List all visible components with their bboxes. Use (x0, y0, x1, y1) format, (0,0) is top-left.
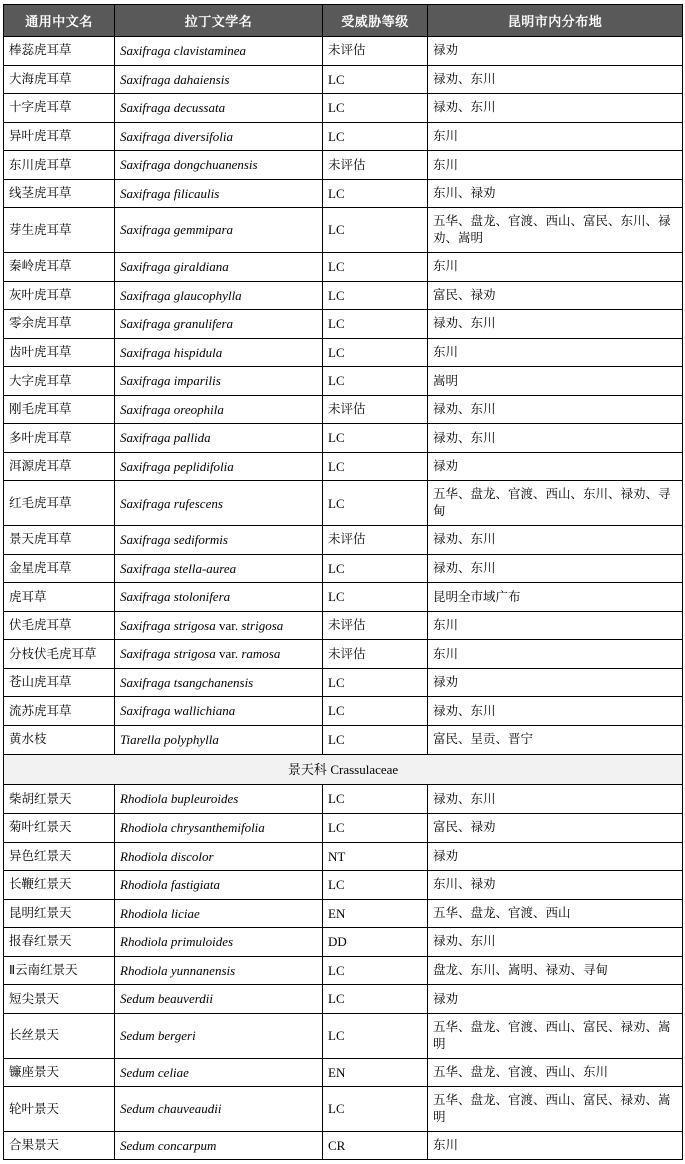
cell-distribution: 禄劝、东川 (428, 424, 683, 453)
cell-distribution: 东川 (428, 151, 683, 180)
family-heading-row (4, 754, 683, 785)
table-row (4, 1087, 683, 1132)
cell-chinese-name: 零余虎耳草 (4, 310, 115, 339)
cell-chinese-name: 大字虎耳草 (4, 367, 115, 396)
table-row (4, 281, 683, 310)
cell-latin-name: Saxifraga imparilis (115, 367, 323, 396)
cell-latin-name: Saxifraga pallida (115, 424, 323, 453)
cell-latin-name: Saxifraga hispidula (115, 338, 323, 367)
cell-threat-level: LC (323, 281, 428, 310)
cell-threat-level: LC (323, 1087, 428, 1132)
cell-chinese-name: Ⅱ云南红景天 (4, 956, 115, 985)
column-header-threat-level: 受威胁等级 (323, 5, 428, 37)
cell-threat-level: LC (323, 1013, 428, 1058)
cell-chinese-name: 线茎虎耳草 (4, 179, 115, 208)
cell-distribution: 富民、呈贡、晋宁 (428, 725, 683, 754)
cell-latin-name: Rhodiola discolor (115, 842, 323, 871)
cell-latin-name: Saxifraga peplidifolia (115, 452, 323, 481)
cell-distribution: 东川 (428, 640, 683, 669)
cell-threat-level: LC (323, 554, 428, 583)
cell-chinese-name: 洱源虎耳草 (4, 452, 115, 481)
cell-distribution: 富民、禄劝 (428, 813, 683, 842)
cell-latin-name: Sedum chauveaudii (115, 1087, 323, 1132)
table-row (4, 122, 683, 151)
cell-threat-level: 未评估 (323, 640, 428, 669)
cell-chinese-name: 东川虎耳草 (4, 151, 115, 180)
cell-chinese-name: 齿叶虎耳草 (4, 338, 115, 367)
cell-chinese-name: 菊叶红景天 (4, 813, 115, 842)
cell-chinese-name: 轮叶景天 (4, 1087, 115, 1132)
cell-latin-name: Sedum celiae (115, 1058, 323, 1087)
cell-threat-level: 未评估 (323, 37, 428, 66)
table-row (4, 928, 683, 957)
cell-latin-name: Saxifraga dahaiensis (115, 65, 323, 94)
cell-latin-name: Rhodiola chrysanthemifolia (115, 813, 323, 842)
cell-chinese-name: 长鞭红景天 (4, 871, 115, 900)
table-row (4, 611, 683, 640)
cell-threat-level: LC (323, 65, 428, 94)
table-row (4, 481, 683, 526)
cell-chinese-name: 大海虎耳草 (4, 65, 115, 94)
cell-chinese-name: 分枝伏毛虎耳草 (4, 640, 115, 669)
cell-latin-name: Saxifraga sediformis (115, 526, 323, 555)
cell-threat-level: NT (323, 842, 428, 871)
cell-chinese-name: 十字虎耳草 (4, 94, 115, 123)
cell-distribution: 禄劝、东川 (428, 928, 683, 957)
cell-distribution: 五华、盘龙、官渡、西山、东川 (428, 1058, 683, 1087)
cell-threat-level: LC (323, 668, 428, 697)
cell-latin-name: Tiarella polyphylla (115, 725, 323, 754)
species-table (3, 4, 683, 1160)
cell-chinese-name: 景天虎耳草 (4, 526, 115, 555)
cell-latin-name: Saxifraga gemmipara (115, 208, 323, 253)
cell-distribution: 禄劝 (428, 668, 683, 697)
cell-distribution: 东川 (428, 253, 683, 282)
table-row (4, 395, 683, 424)
cell-chinese-name: 柴胡红景天 (4, 785, 115, 814)
table-row (4, 338, 683, 367)
cell-chinese-name: 红毛虎耳草 (4, 481, 115, 526)
cell-latin-name: Saxifraga granulifera (115, 310, 323, 339)
cell-threat-level: DD (323, 928, 428, 957)
cell-chinese-name: 异色红景天 (4, 842, 115, 871)
cell-latin-name: Saxifraga decussata (115, 94, 323, 123)
cell-chinese-name: 黄水枝 (4, 725, 115, 754)
cell-chinese-name: 金星虎耳草 (4, 554, 115, 583)
family-heading-cell (4, 754, 683, 785)
cell-distribution: 东川、禄劝 (428, 871, 683, 900)
table-row (4, 179, 683, 208)
cell-latin-name: Saxifraga filicaulis (115, 179, 323, 208)
cell-threat-level: LC (323, 179, 428, 208)
table-row (4, 640, 683, 669)
table-row (4, 208, 683, 253)
cell-chinese-name: 秦岭虎耳草 (4, 253, 115, 282)
cell-distribution: 禄劝、东川 (428, 554, 683, 583)
table-body (4, 37, 683, 1160)
cell-distribution: 禄劝、东川 (428, 94, 683, 123)
cell-latin-name: Rhodiola liciae (115, 899, 323, 928)
table-row (4, 1013, 683, 1058)
table-row (4, 985, 683, 1014)
cell-threat-level: LC (323, 424, 428, 453)
cell-distribution: 东川 (428, 611, 683, 640)
table-row (4, 151, 683, 180)
cell-chinese-name: 短尖景天 (4, 985, 115, 1014)
cell-latin-name: Saxifraga giraldiana (115, 253, 323, 282)
cell-chinese-name: 长丝景天 (4, 1013, 115, 1058)
cell-chinese-name: 伏毛虎耳草 (4, 611, 115, 640)
cell-chinese-name: 芽生虎耳草 (4, 208, 115, 253)
cell-latin-name: Sedum beauverdii (115, 985, 323, 1014)
table-row (4, 37, 683, 66)
cell-distribution: 禄劝、东川 (428, 65, 683, 94)
table-header (4, 5, 683, 37)
table-row (4, 65, 683, 94)
table-row (4, 813, 683, 842)
cell-distribution: 五华、盘龙、官渡、西山、富民、禄劝、嵩明 (428, 1087, 683, 1132)
table-row (4, 452, 683, 481)
cell-threat-level: LC (323, 697, 428, 726)
table-row (4, 526, 683, 555)
cell-latin-name: Saxifraga oreophila (115, 395, 323, 424)
cell-distribution: 五华、盘龙、官渡、西山、富民、东川、禄劝、嵩明 (428, 208, 683, 253)
cell-threat-level: 未评估 (323, 611, 428, 640)
table-row (4, 697, 683, 726)
cell-threat-level: LC (323, 813, 428, 842)
cell-distribution: 五华、盘龙、官渡、西山、富民、禄劝、嵩明 (428, 1013, 683, 1058)
cell-distribution: 五华、盘龙、官渡、西山 (428, 899, 683, 928)
table-row (4, 310, 683, 339)
cell-latin-name: Saxifraga wallichiana (115, 697, 323, 726)
table-row (4, 842, 683, 871)
cell-chinese-name: 镰座景天 (4, 1058, 115, 1087)
cell-distribution: 禄劝、东川 (428, 395, 683, 424)
cell-threat-level: LC (323, 481, 428, 526)
column-header-distribution: 昆明市内分布地 (428, 5, 683, 37)
cell-distribution: 禄劝 (428, 985, 683, 1014)
cell-threat-level: LC (323, 956, 428, 985)
cell-threat-level: LC (323, 452, 428, 481)
cell-threat-level: LC (323, 338, 428, 367)
cell-distribution: 禄劝、东川 (428, 697, 683, 726)
cell-threat-level: LC (323, 871, 428, 900)
cell-distribution: 禄劝 (428, 842, 683, 871)
table-row (4, 94, 683, 123)
cell-threat-level: LC (323, 785, 428, 814)
cell-distribution: 嵩明 (428, 367, 683, 396)
table-row (4, 1058, 683, 1087)
cell-chinese-name: 虎耳草 (4, 583, 115, 612)
cell-distribution: 昆明全市域广布 (428, 583, 683, 612)
cell-latin-name: Saxifraga rufescens (115, 481, 323, 526)
cell-distribution: 禄劝、东川 (428, 785, 683, 814)
table-row (4, 1131, 683, 1160)
cell-threat-level: EN (323, 1058, 428, 1087)
cell-threat-level: LC (323, 253, 428, 282)
cell-latin-name: Rhodiola fastigiata (115, 871, 323, 900)
cell-distribution: 禄劝、东川 (428, 526, 683, 555)
cell-distribution: 东川 (428, 1131, 683, 1160)
cell-chinese-name: 异叶虎耳草 (4, 122, 115, 151)
table-row (4, 725, 683, 754)
cell-chinese-name: 灰叶虎耳草 (4, 281, 115, 310)
cell-latin-name: Saxifraga stella-aurea (115, 554, 323, 583)
column-header-latin-name: 拉丁文学名 (115, 5, 323, 37)
cell-distribution: 东川 (428, 122, 683, 151)
cell-chinese-name: 合果景天 (4, 1131, 115, 1160)
cell-chinese-name: 报春红景天 (4, 928, 115, 957)
table-row (4, 583, 683, 612)
cell-threat-level: LC (323, 985, 428, 1014)
cell-latin-name: Rhodiola bupleuroides (115, 785, 323, 814)
cell-distribution: 禄劝 (428, 452, 683, 481)
cell-chinese-name: 多叶虎耳草 (4, 424, 115, 453)
cell-latin-name: Saxifraga tsangchanensis (115, 668, 323, 697)
cell-latin-name: Saxifraga dongchuanensis (115, 151, 323, 180)
cell-latin-name: Saxifraga strigosa var. ramosa (115, 640, 323, 669)
table-row (4, 785, 683, 814)
cell-latin-name: Saxifraga clavistaminea (115, 37, 323, 66)
cell-distribution: 五华、盘龙、官渡、西山、东川、禄劝、寻甸 (428, 481, 683, 526)
cell-latin-name: Sedum concarpum (115, 1131, 323, 1160)
cell-threat-level: CR (323, 1131, 428, 1160)
cell-distribution: 富民、禄劝 (428, 281, 683, 310)
cell-distribution: 盘龙、东川、嵩明、禄劝、寻甸 (428, 956, 683, 985)
table-row (4, 554, 683, 583)
cell-latin-name: Saxifraga strigosa var. strigosa (115, 611, 323, 640)
table-row (4, 367, 683, 396)
family-name-chinese: 景天科 (287, 761, 327, 777)
cell-threat-level: LC (323, 310, 428, 339)
cell-latin-name: Saxifraga glaucophylla (115, 281, 323, 310)
cell-threat-level: LC (323, 208, 428, 253)
cell-threat-level: LC (323, 367, 428, 396)
cell-threat-level: EN (323, 899, 428, 928)
cell-threat-level: LC (323, 94, 428, 123)
cell-latin-name: Rhodiola yunnanensis (115, 956, 323, 985)
cell-chinese-name: 棒蕊虎耳草 (4, 37, 115, 66)
cell-threat-level: 未评估 (323, 151, 428, 180)
cell-threat-level: LC (323, 122, 428, 151)
table-row (4, 668, 683, 697)
cell-latin-name: Sedum bergeri (115, 1013, 323, 1058)
cell-distribution: 东川 (428, 338, 683, 367)
table-row (4, 899, 683, 928)
cell-latin-name: Saxifraga diversifolia (115, 122, 323, 151)
cell-chinese-name: 刚毛虎耳草 (4, 395, 115, 424)
cell-threat-level: 未评估 (323, 526, 428, 555)
family-name-latin: Crassulaceae (330, 761, 399, 777)
table-row (4, 424, 683, 453)
cell-chinese-name: 苍山虎耳草 (4, 668, 115, 697)
cell-threat-level: LC (323, 725, 428, 754)
cell-chinese-name: 昆明红景天 (4, 899, 115, 928)
cell-latin-name: Saxifraga stolonifera (115, 583, 323, 612)
cell-threat-level: LC (323, 583, 428, 612)
column-header-chinese-name: 通用中文名 (4, 5, 115, 37)
table-row (4, 956, 683, 985)
header-row (4, 5, 683, 37)
cell-threat-level: 未评估 (323, 395, 428, 424)
cell-distribution: 禄劝、东川 (428, 310, 683, 339)
cell-chinese-name: 流苏虎耳草 (4, 697, 115, 726)
cell-distribution: 东川、禄劝 (428, 179, 683, 208)
cell-distribution: 禄劝 (428, 37, 683, 66)
table-row (4, 253, 683, 282)
table-row (4, 871, 683, 900)
cell-latin-name: Rhodiola primuloides (115, 928, 323, 957)
